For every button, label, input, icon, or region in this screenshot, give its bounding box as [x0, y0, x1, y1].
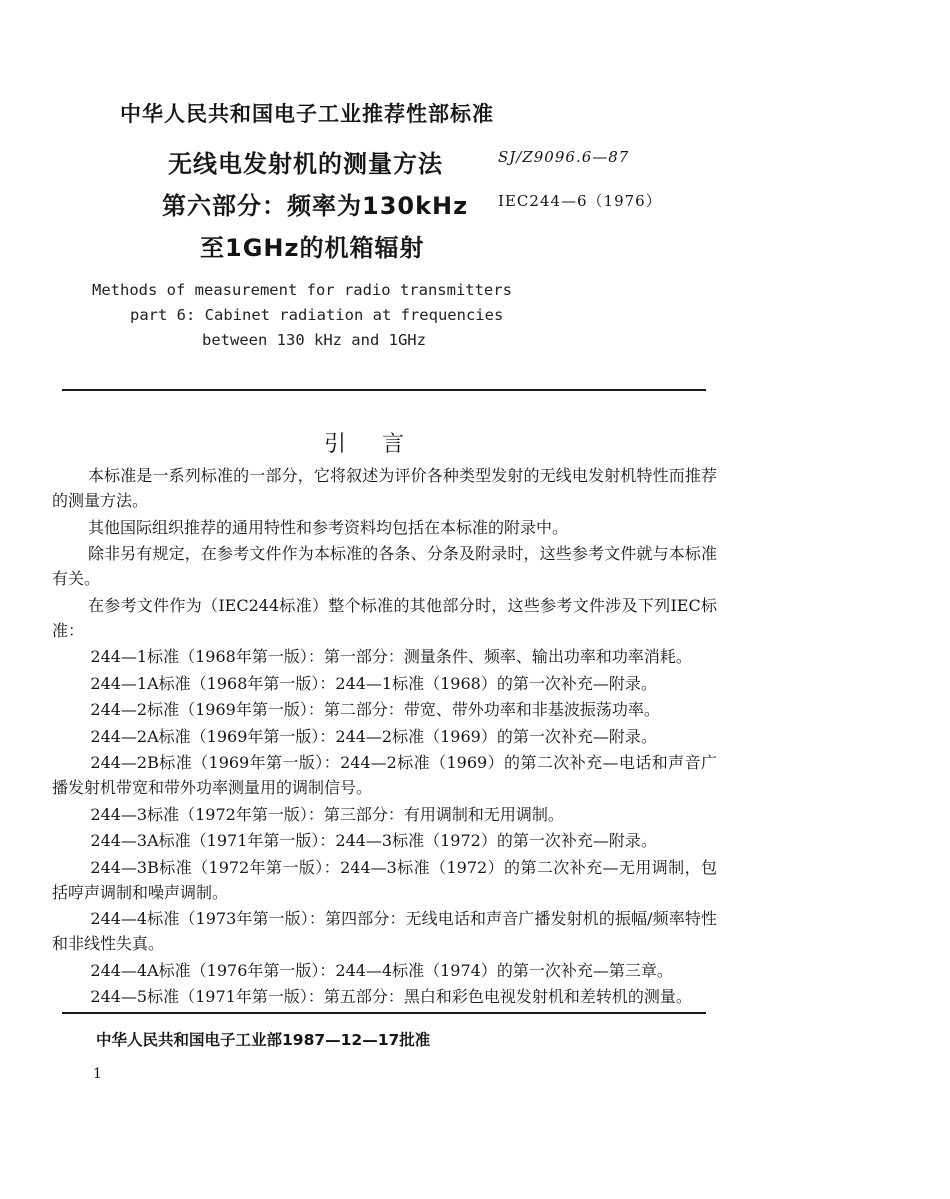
- section-title: 引言: [324, 432, 441, 457]
- standard-organization: 中华人民共和国电子工业推荐性部标准: [120, 102, 494, 126]
- reference-item: 244—2B标准（1969年第一版）：244—2标准（1969）的第二次补充—电话和声音广播发射机带宽和带外功率测量用的调制信号。: [52, 753, 717, 797]
- standard-code: SJ/Z9096.6—87: [498, 148, 630, 166]
- footer-divider: [62, 1012, 706, 1014]
- reference-item: 244—1标准（1968年第一版）：第一部分：测量条件、频率、输出功率和功率消耗。: [90, 647, 692, 666]
- reference-item: 244—2标准（1969年第一版）：第二部分：带宽、带外功率和非基波振荡功率。: [90, 700, 660, 719]
- iec-code: IEC244—6（1976）: [498, 192, 662, 210]
- reference-item: 244—2A标准（1969年第一版）：244—2标准（1969）的第一次补充—附录。: [90, 726, 657, 746]
- english-title-line-3: between 130 kHz and 1GHz: [202, 331, 426, 349]
- document-body: [52, 463, 717, 1011]
- document-title-line-3: 至1GHz的机箱辐射: [200, 234, 425, 262]
- reference-item: 244—4A标准（1976年第一版）：244—4标准（1974）的第一次补充—第三章。: [90, 960, 673, 980]
- reference-item: 244—4标准（1973年第一版）：第四部分：无线电话和声音广播发射机的振幅/频率特性和非线性失真。: [52, 909, 717, 953]
- paragraph: 其他国际组织推荐的通用特性和参考资料均包括在本标准的附录中。: [88, 517, 569, 537]
- paragraph: 在参考文件作为（IEC244标准）整个标准的其他部分时，这些参考文件涉及下列IEC标准：: [52, 595, 717, 640]
- english-title-line-1: Methods of measurement for radio transmitters: [92, 281, 512, 299]
- document-title-line-1: 无线电发射机的测量方法: [168, 150, 443, 178]
- document-title-line-2: 第六部分：频率为130kHz: [162, 192, 469, 220]
- page-number: 1: [93, 1066, 102, 1082]
- approval-statement: 中华人民共和国电子工业部1987—12—17批准: [96, 1031, 431, 1049]
- english-title-line-2: part 6: Cabinet radiation at frequencies: [130, 306, 504, 324]
- reference-item: 244—3标准（1972年第一版）：第三部分：有用调制和无用调制。: [90, 804, 564, 824]
- reference-item: 244—3B标准（1972年第一版）：244—3标准（1972）的第二次补充—无用调制，包括哼声调制和噪声调制。: [52, 857, 717, 902]
- paragraph: 本标准是一系列标准的一部分，它将叙述为评价各种类型发射的无线电发射机特性而推荐的测量方法。: [52, 466, 717, 510]
- paragraph: 除非另有规定，在参考文件作为本标准的各条、分条及附录时，这些参考文件就与本标准有关。: [52, 544, 717, 588]
- header-divider: [62, 389, 706, 391]
- reference-item: 244—1A标准（1968年第一版）：244—1标准（1968）的第一次补充—附录。: [90, 673, 657, 693]
- reference-item: 244—3A标准（1971年第一版）：244—3标准（1972）的第一次补充—附录。: [90, 831, 657, 850]
- reference-item: 244—5标准（1971年第一版）：第五部分：黑白和彩色电视发射机和差转机的测量。: [90, 987, 692, 1006]
